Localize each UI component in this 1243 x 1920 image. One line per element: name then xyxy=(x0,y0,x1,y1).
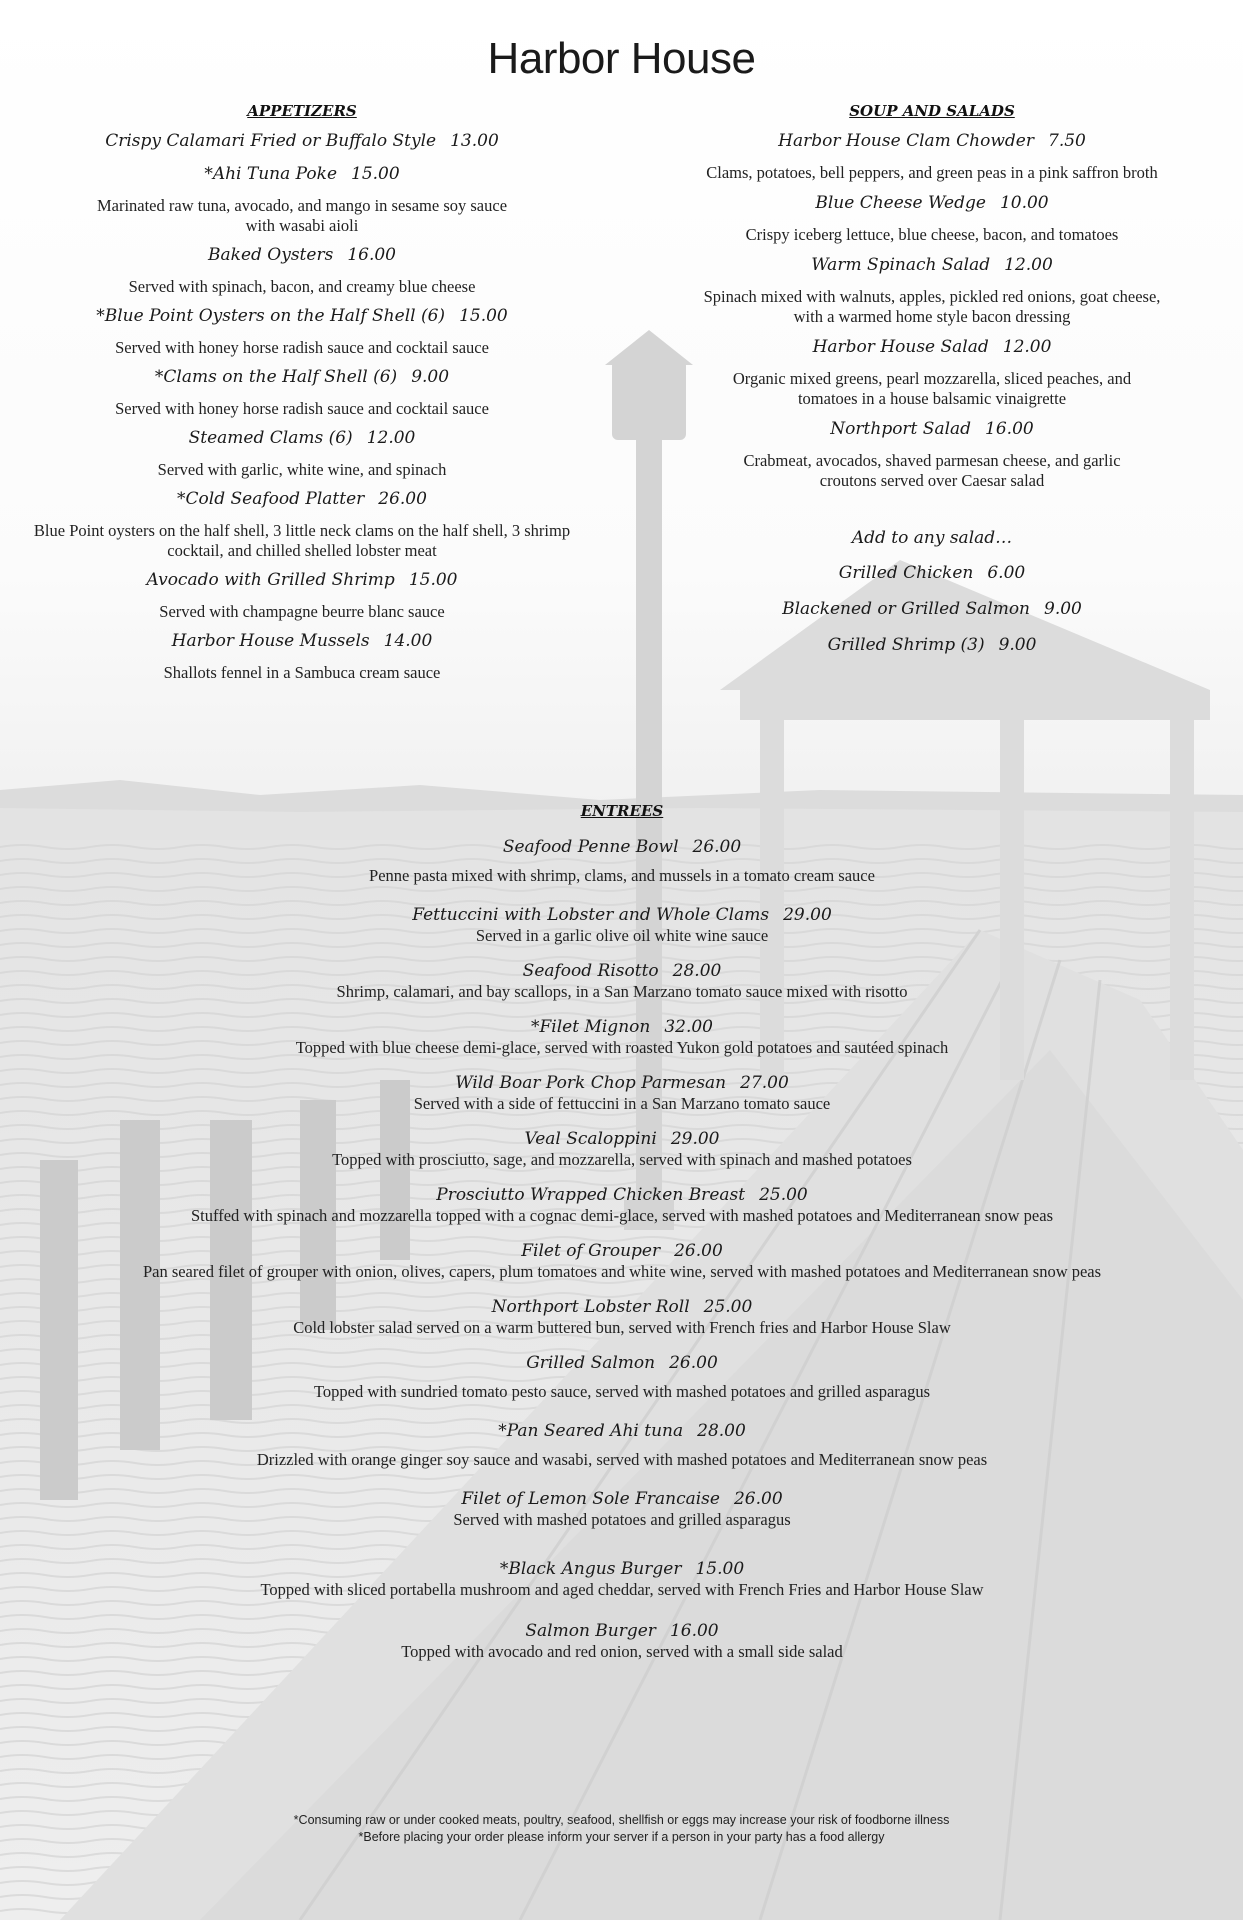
dish-price: 27.00 xyxy=(740,1073,789,1093)
foodborne-illness-notice: *Consuming raw or under cooked meats, poultry, seafood, shellfish or eggs may increase your risk of foodborne illness xyxy=(293,1813,950,1827)
dish-line xyxy=(652,192,1212,214)
dish-name: Veal Scaloppini xyxy=(524,1129,657,1149)
entree-item xyxy=(22,836,1222,886)
dish-name: *Pan Seared Ahi tuna xyxy=(498,1421,684,1441)
entree-item xyxy=(22,960,1222,1002)
dish-name: Steamed Clams (6) xyxy=(188,428,353,448)
dish-description: Topped with avocado and red onion, served with a small side salad xyxy=(401,1642,843,1661)
dish-price: 26.00 xyxy=(669,1353,718,1373)
dish-name: Harbor House Mussels xyxy=(171,631,370,651)
entree-item xyxy=(22,1620,1222,1662)
dish-price: 12.00 xyxy=(366,428,416,448)
dish-line xyxy=(22,488,582,510)
dish-price: 15.00 xyxy=(408,570,458,590)
entree-item xyxy=(22,1558,1222,1600)
dish-description: Organic mixed greens, pearl mozzarella, sliced peaches, and tomatoes in a house balsamic vinaigrette xyxy=(732,369,1132,408)
addon-item xyxy=(652,598,1212,620)
dish-name: Filet of Lemon Sole Francaise xyxy=(461,1489,720,1509)
dish-price: 15.00 xyxy=(351,164,400,184)
dish-description: Spinach mixed with walnuts, apples, pickled red onions, goat cheese, with a warmed home style bacon dressing xyxy=(703,287,1161,326)
dish-line xyxy=(652,130,1212,152)
salad-item xyxy=(652,130,1212,183)
entree-item xyxy=(22,1128,1222,1170)
dish-price: 12.00 xyxy=(1004,255,1053,275)
dish-description: Pan seared filet of grouper with onion, olives, capers, plum tomatoes and white wine, served with mashed potatoes and Mediterranean snow peas xyxy=(142,1262,1102,1281)
addon-item xyxy=(652,562,1212,584)
dish-description: Topped with prosciutto, sage, and mozzarella, served with spinach and mashed potatoes xyxy=(332,1150,912,1169)
dish-description: Crispy iceberg lettuce, blue cheese, bacon, and tomatoes xyxy=(745,225,1119,244)
dish-description: Clams, potatoes, bell peppers, and green peas in a pink saffron broth xyxy=(706,163,1158,182)
soups-salads-heading: SOUP AND SALADS xyxy=(849,102,1015,120)
dish-name: *Blue Point Oysters on the Half Shell (6) xyxy=(96,306,446,326)
entree-item xyxy=(22,1420,1222,1470)
dish-line xyxy=(22,1620,1222,1642)
dish-description: Served with mashed potatoes and grilled asparagus xyxy=(453,1510,791,1529)
dish-description: Shallots fennel in a Sambuca cream sauce xyxy=(163,663,441,682)
dish-description: Marinated raw tuna, avocado, and mango in sesame soy sauce with wasabi aioli xyxy=(96,196,508,235)
dish-line xyxy=(22,1488,1222,1510)
dish-line xyxy=(22,1128,1222,1150)
dish-line xyxy=(22,427,582,449)
dish-description: Served with honey horse radish sauce and cocktail sauce xyxy=(115,399,489,418)
dish-name: Seafood Risotto xyxy=(522,961,659,981)
dish-price: 15.00 xyxy=(459,306,508,326)
dish-description: Served with honey horse radish sauce and cocktail sauce xyxy=(115,338,489,357)
dish-description: Crabmeat, avocados, shaved parmesan cheese, and garlic croutons served over Caesar salad xyxy=(743,451,1121,490)
dish-description: Topped with blue cheese demi-glace, served with roasted Yukon gold potatoes and sautéed spinach xyxy=(295,1038,949,1057)
addon-name: Grilled Shrimp (3) xyxy=(827,635,985,655)
dish-name: Prosciutto Wrapped Chicken Breast xyxy=(436,1185,746,1205)
dish-line xyxy=(22,305,582,327)
dish-name: Wild Boar Pork Chop Parmesan xyxy=(455,1073,727,1093)
dish-description: Served with a side of fettuccini in a San Marzano tomato sauce xyxy=(413,1094,831,1113)
dish-description: Topped with sundried tomato pesto sauce, served with mashed potatoes and grilled asparagus xyxy=(313,1382,931,1401)
entree-item xyxy=(22,904,1222,946)
dish-name: *Cold Seafood Platter xyxy=(177,489,365,509)
dish-price: 16.00 xyxy=(985,419,1034,439)
dish-price: 29.00 xyxy=(670,1129,720,1149)
appetizers-heading: APPETIZERS xyxy=(247,102,357,120)
food-allergy-notice: *Before placing your order please inform your server if a person in your party has a food allergy xyxy=(358,1830,885,1844)
dish-name: Baked Oysters xyxy=(208,245,334,265)
entree-item xyxy=(22,1240,1222,1282)
dish-price: 15.00 xyxy=(695,1559,745,1579)
dish-name: Grilled Salmon xyxy=(526,1353,656,1373)
dish-line xyxy=(22,960,1222,982)
appetizer-item xyxy=(22,244,582,297)
dish-line xyxy=(652,336,1212,358)
dish-price: 14.00 xyxy=(383,631,433,651)
addon-price: 6.00 xyxy=(987,563,1026,583)
entree-item xyxy=(22,1352,1222,1402)
dish-name: Salmon Burger xyxy=(525,1621,656,1641)
dish-name: Avocado with Grilled Shrimp xyxy=(146,570,395,590)
dish-price: 10.00 xyxy=(999,193,1049,213)
salad-item xyxy=(652,192,1212,245)
dish-line xyxy=(22,1352,1222,1374)
addon-name: Blackened or Grilled Salmon xyxy=(782,599,1031,619)
dish-name: *Black Angus Burger xyxy=(499,1559,682,1579)
dish-description: Served with champagne beurre blanc sauce xyxy=(159,602,445,621)
appetizers-section xyxy=(22,100,582,691)
dish-line xyxy=(22,1184,1222,1206)
addon-name: Grilled Chicken xyxy=(838,563,974,583)
dish-line xyxy=(22,130,582,152)
dish-line xyxy=(22,630,582,652)
dish-price: 32.00 xyxy=(664,1017,713,1037)
entree-item xyxy=(22,1072,1222,1114)
dish-line xyxy=(22,1072,1222,1094)
appetizer-item xyxy=(22,569,582,622)
dish-description: Penne pasta mixed with shrimp, clams, and mussels in a tomato cream sauce xyxy=(369,866,875,885)
allergy-notice xyxy=(0,1812,1243,1846)
addon-item xyxy=(652,634,1212,656)
dish-name: Blue Cheese Wedge xyxy=(815,193,986,213)
dish-line xyxy=(22,163,582,185)
dish-description: Stuffed with spinach and mozzarella topped with a cognac demi-glace, served with mashed potatoes and Mediterranean snow peas xyxy=(191,1206,1053,1225)
soups-salads-section xyxy=(652,100,1212,670)
appetizer-item xyxy=(22,630,582,683)
dish-price: 9.00 xyxy=(411,367,450,387)
dish-line xyxy=(22,1558,1222,1580)
addon-price: 9.00 xyxy=(998,635,1037,655)
dish-name: Crispy Calamari Fried or Buffalo Style xyxy=(105,131,437,151)
dish-line xyxy=(22,1016,1222,1038)
dish-price: 25.00 xyxy=(759,1185,808,1205)
dish-line xyxy=(22,569,582,591)
salad-item xyxy=(652,418,1212,491)
addon-heading: Add to any salad… xyxy=(851,528,1013,548)
appetizer-item xyxy=(22,488,582,561)
dish-line xyxy=(22,1420,1222,1442)
dish-price: 7.50 xyxy=(1048,131,1086,151)
dish-description: Served in a garlic olive oil white wine sauce xyxy=(475,926,769,945)
entree-item xyxy=(22,1016,1222,1058)
dish-line xyxy=(22,366,582,388)
salad-item xyxy=(652,336,1212,409)
dish-name: *Ahi Tuna Poke xyxy=(204,164,338,184)
dish-description: Topped with sliced portabella mushroom and aged cheddar, served with French Fries and Harbor House Slaw xyxy=(260,1580,984,1599)
restaurant-name: Harbor House xyxy=(487,34,756,83)
dish-name: Harbor House Salad xyxy=(812,337,989,357)
dish-name: Warm Spinach Salad xyxy=(811,255,991,275)
dish-description: Served with garlic, white wine, and spinach xyxy=(157,460,447,479)
dish-name: Filet of Grouper xyxy=(521,1241,661,1261)
dish-line xyxy=(652,254,1212,276)
dish-name: *Filet Mignon xyxy=(531,1017,651,1037)
dish-price: 26.00 xyxy=(378,489,427,509)
dish-price: 26.00 xyxy=(692,837,742,857)
dish-description: Served with spinach, bacon, and creamy blue cheese xyxy=(128,277,476,296)
dish-price: 13.00 xyxy=(450,131,499,151)
entrees-heading: ENTREES xyxy=(580,802,664,820)
dish-name: Northport Lobster Roll xyxy=(491,1297,690,1317)
dish-name: Harbor House Clam Chowder xyxy=(778,131,1034,151)
dish-price: 12.00 xyxy=(1002,337,1052,357)
entree-item xyxy=(22,1296,1222,1338)
salad-item xyxy=(652,254,1212,327)
dish-description: Blue Point oysters on the half shell, 3 little neck clams on the half shell, 3 shrimp cocktail, and chilled shelled lobster meat xyxy=(33,521,571,560)
entree-item xyxy=(22,1488,1222,1530)
dish-price: 16.00 xyxy=(669,1621,719,1641)
dish-name: *Clams on the Half Shell (6) xyxy=(154,367,398,387)
appetizer-item xyxy=(22,130,582,152)
entree-item xyxy=(22,1184,1222,1226)
dish-description: Drizzled with orange ginger soy sauce and wasabi, served with mashed potatoes and Mediterranean snow peas xyxy=(256,1450,988,1469)
dish-name: Seafood Penne Bowl xyxy=(502,837,679,857)
addon-price: 9.00 xyxy=(1044,599,1082,619)
appetizer-item xyxy=(22,366,582,419)
dish-price: 26.00 xyxy=(674,1241,723,1261)
dish-line xyxy=(22,904,1222,926)
dish-price: 16.00 xyxy=(347,245,396,265)
dish-line xyxy=(22,1240,1222,1262)
dish-description: Shrimp, calamari, and bay scallops, in a San Marzano tomato sauce mixed with risotto xyxy=(336,982,908,1001)
appetizer-item xyxy=(22,163,582,236)
dish-line xyxy=(22,244,582,266)
appetizer-item xyxy=(22,427,582,480)
dish-price: 28.00 xyxy=(672,961,722,981)
dish-name: Northport Salad xyxy=(830,419,972,439)
dish-line xyxy=(22,1296,1222,1318)
entrees-section xyxy=(22,800,1222,1676)
dish-price: 29.00 xyxy=(783,905,832,925)
dish-description: Cold lobster salad served on a warm buttered bun, served with French fries and Harbor House Slaw xyxy=(293,1318,951,1337)
dish-line xyxy=(652,418,1212,440)
dish-price: 25.00 xyxy=(703,1297,753,1317)
appetizer-item xyxy=(22,305,582,358)
dish-line xyxy=(22,836,1222,858)
dish-price: 26.00 xyxy=(733,1489,783,1509)
dish-price: 28.00 xyxy=(697,1421,746,1441)
dish-name: Fettuccini with Lobster and Whole Clams xyxy=(412,905,770,925)
